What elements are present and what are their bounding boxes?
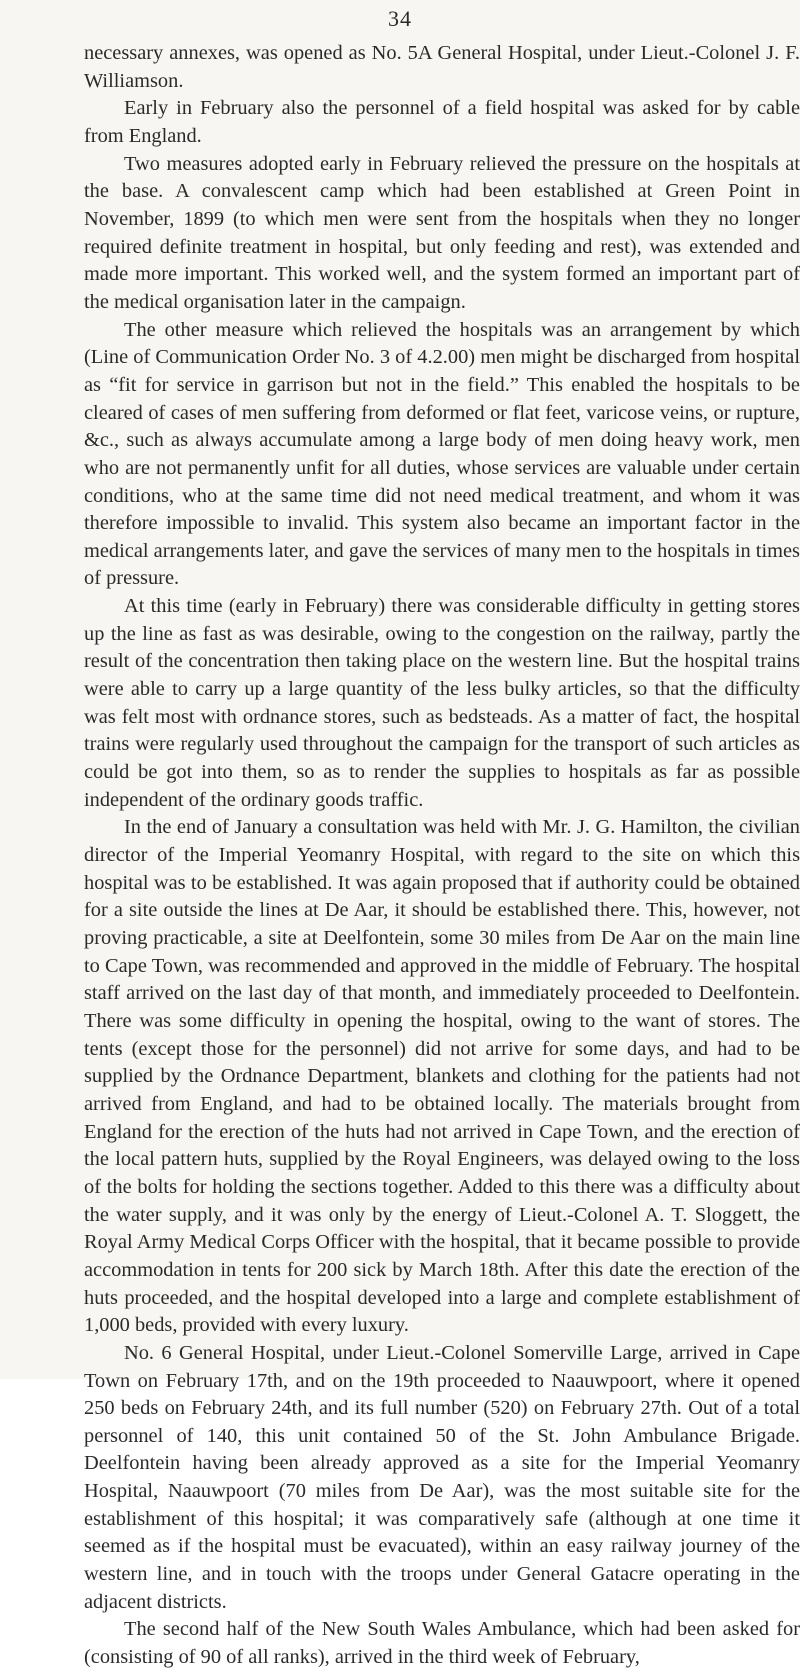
paragraph-convalescent-camp: Two measures adopted early in February relieved the pressure on the hospitals at the base. A convalescent camp which had been established at Green Point in November, 1899 (to which men were sent from the hospitals when they no longer required definite treatment in hospital, but only feeding and rest), was extended and made more important. This worked well, and the system formed an important part of the medical organisation later in the campaign.: [84, 152, 800, 313]
paragraph-imperial-yeomanry-hospital: In the end of January a consultation was held with Mr. J. G. Hamilton, the civilian director of the Imperial Yeomanry Hospital, with regard to the site on which this hospital was to be established. It was again proposed that if authority could be obtained for a site outside the lines at De Aar, it should be established there. This, however, not proving practicable, a site at Deelfontein, some 30 miles from De Aar on the main line to Cape Town, was recommended and approved in the middle of February. The hospital staff arrived on the last day of that month, and immediately proceeded to Deelfontein. There was some difficulty in opening the hospital, owing to the want of stores. The tents (except those for the personnel) did not arrive for some days, and had to be supplied by the Ordnance Department, blankets and clothing for the patients had not arrived from England, and had to be obtained locally. The materials brought from England for the erection of the huts had not arrived in Cape Town, and the erection of the local pattern huts, supplied by the Royal Engineers, was delayed owing to the loss of the bolts for holding the sections together. Added to this there was a difficulty about the water supply, and it was only by the energy of Lieut.-Colonel A. T. Sloggett, the Royal Army Medical Corps Officer with the hospital, that it became possible to provide accommodation in tents for 200 sick by March 18th. After this date the erection of the huts proceeded, and the hospital developed into a large and complete establishment of 1,000 beds, provided with every luxury.: [84, 816, 800, 1337]
paragraph-no6-general-hospital: No. 6 General Hospital, under Lieut.-Colonel Somerville Large, arrived in Cape Town on February 17th, and on the 19th proceeded to Naauwpoort, where it opened 250 beds on February 24th, and its full number (520) on February 27th. Out of a total personnel of 140, this unit contained 50 of the St. John Ambulance Brigade. Deelfontein having been already approved as a site for the Imperial Yeomanry Hospital, Naauwpoort (70 miles from De Aar), was the most suitable site for the establishment of this hospital; it was comparatively safe (although at one time it seemed as if the hospital must be evacuated), within an easy railway journey of the western line, and in touch with the troops under General Gatacre operating in the adjacent districts.: [84, 1341, 800, 1613]
paragraph-continuation: necessary annexes, was opened as No. 5A General Hospital, under Lieut.-Colonel J. F. Williamson.: [84, 42, 800, 92]
paragraph-stores-difficulty: At this time (early in February) there was considerable difficulty in getting stores up the line as fast as was desirable, owing to the congestion on the railway, partly the result of the concentration then taking place on the western line. But the hospital trains were able to carry up a large quantity of the less bulky articles, so that the difficulty was felt most with ordnance stores, such as bedsteads. As a matter of fact, the hospital trains were regularly used throughout the campaign for the transport of such articles as could be got into them, so as to render the supplies to hospitals as far as possible independent of the ordinary goods traffic.: [84, 595, 800, 811]
paragraph-field-hospital-cable: Early in February also the personnel of a field hospital was asked for by cable from England.: [84, 97, 800, 147]
body-text: [84, 40, 800, 1672]
paragraph-fit-for-garrison: The other measure which relieved the hospitals was an arrangement by which (Line of Communication Order No. 3 of 4.2.00) men might be discharged from hospital as “fit for service in garrison but not in the field.” This enabled the hospitals to be cleared of cases of men suffering from deformed or flat feet, varicose veins, or rupture, &c., such as always accumulate among a large body of men doing heavy work, men who are not permanently unfit for all duties, whose services are valuable under certain conditions, who at the same time did not need medical treatment, and whom it was therefore impossible to invalid. This system also became an important factor in the medical arrangements later, and gave the services of many men to the hospitals in times of pressure.: [84, 318, 800, 590]
paragraph-nsw-ambulance: The second half of the New South Wales Ambulance, which had been asked for (consisting of 90 of all ranks), arrived in the third week of February,: [84, 1618, 800, 1669]
page-number: 34: [388, 6, 412, 31]
